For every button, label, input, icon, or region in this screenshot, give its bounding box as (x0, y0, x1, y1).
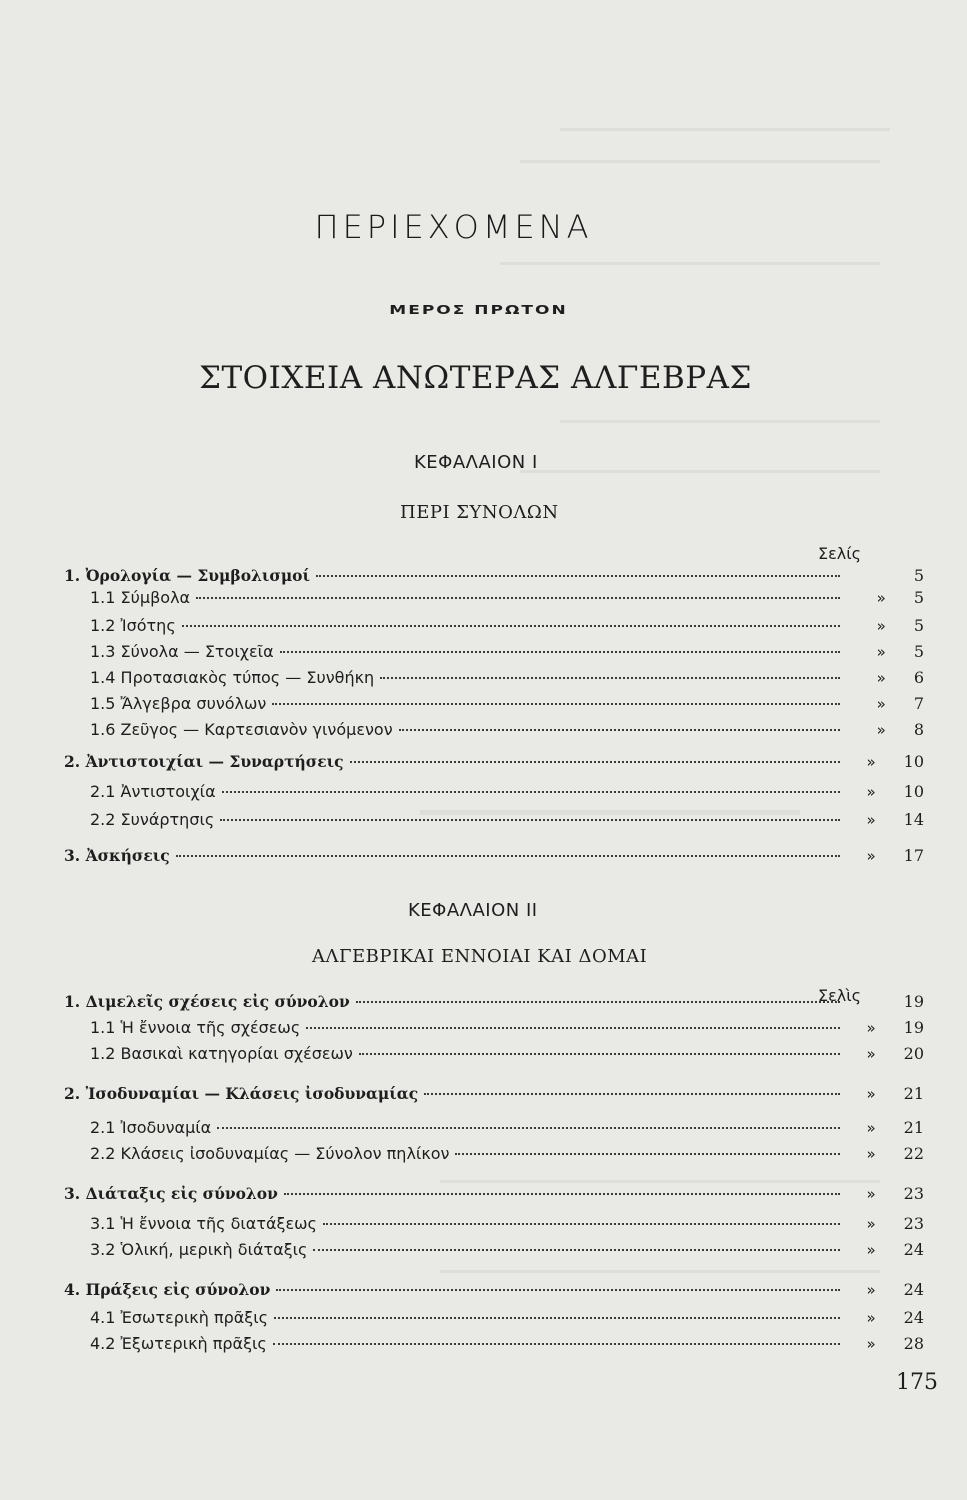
toc-page-number: 20 (903, 1044, 924, 1063)
toc-entry-text: 1.2 Ἰσότης (90, 616, 176, 635)
toc-page-number: 28 (903, 1334, 924, 1353)
leader-dots (306, 1027, 840, 1029)
toc-entry-text: 3. Ἀσκήσεις (64, 846, 170, 865)
toc-entry (64, 720, 924, 744)
toc-entry-text: 3.1 Ἡ ἔννοια τῆς διατάξεως (90, 1214, 317, 1233)
ditto-mark: » (866, 811, 876, 829)
part-label: ΜΕΡΟΣ ΠΡΩΤΟΝ (389, 302, 568, 318)
leader-dots (182, 625, 840, 627)
leader-dots (313, 1249, 840, 1251)
toc-entry (64, 566, 924, 590)
toc-entry-text: 1.1 Ἡ ἔννοια τῆς σχέσεως (90, 1018, 301, 1037)
toc-page-number: 5 (913, 588, 924, 607)
toc-entry (64, 1214, 924, 1238)
toc-page-number: 7 (913, 694, 924, 713)
toc-page-number: 5 (913, 642, 924, 661)
toc-page-number: 21 (903, 1118, 924, 1137)
toc-page-number: 24 (903, 1240, 924, 1259)
bleed-through-line (560, 128, 890, 131)
toc-entry (64, 810, 924, 834)
page-number: 175 (896, 1370, 938, 1395)
leader-dots (424, 1093, 840, 1095)
bleed-through-line (500, 262, 880, 265)
toc-entry-text: 4.2 Ἐξωτερικὴ πρᾶξις (90, 1334, 267, 1353)
ditto-mark: » (876, 695, 886, 713)
toc-page-number: 10 (903, 782, 924, 801)
leader-dots (196, 597, 840, 599)
toc-entry-text: 2.1 Ἀντιστοιχία (90, 782, 216, 801)
toc-entry (64, 616, 924, 640)
leader-dots (272, 703, 840, 705)
toc-entry (64, 588, 924, 612)
leader-dots (176, 855, 840, 857)
toc-entry-text: 2.1 Ἰσοδυναμία (90, 1118, 212, 1137)
toc-entry (64, 1334, 924, 1358)
leader-dots (380, 677, 840, 679)
toc-entry-text: 1.4 Προτασιακὸς τύπος — Συνθήκη (90, 668, 375, 687)
toc-page-number: 10 (903, 752, 924, 771)
leader-dots (220, 819, 840, 821)
toc-entry (64, 992, 924, 1016)
chapter-1-title: ΠΕΡΙ ΣΥΝΟΛΩΝ (400, 502, 559, 523)
toc-page-number: 24 (903, 1280, 924, 1299)
bleed-through-line (440, 1180, 880, 1183)
leader-dots (350, 761, 840, 763)
toc-page-number: 21 (903, 1084, 924, 1103)
toc-entry (64, 1018, 924, 1042)
ditto-mark: » (866, 753, 876, 771)
leader-dots (274, 1317, 840, 1319)
toc-page-number: 19 (903, 992, 924, 1011)
toc-entry-text: 1.3 Σύνολα — Στοιχεῖα (90, 642, 274, 661)
leader-dots (217, 1127, 840, 1129)
ditto-mark: » (876, 669, 886, 687)
toc-entry-text: 3. Διάταξις εἰς σύνολον (64, 1184, 278, 1203)
leader-dots (273, 1343, 840, 1345)
bleed-through-line (520, 470, 880, 473)
ditto-mark: » (866, 1215, 876, 1233)
toc-entry-text: 1.1 Σύμβολα (90, 588, 191, 607)
toc-entry (64, 1044, 924, 1068)
chapter-2-label: ΚΕΦΑΛΑΙΟΝ ΙΙ (408, 900, 538, 921)
part-title: ΣΤΟΙΧΕΙΑ ΑΝΩΤΕΡΑΣ ΑΛΓΕΒΡΑΣ (199, 360, 752, 396)
toc-entry (64, 1118, 924, 1142)
toc-entry-text: 1. Διμελεῖς σχέσεις εἰς σύνολον (64, 992, 350, 1011)
ditto-mark: » (876, 617, 886, 635)
ditto-mark: » (866, 1045, 876, 1063)
ditto-mark: » (866, 847, 876, 865)
toc-entry-text: 1.2 Βασικαὶ κατηγορίαι σχέσεων (90, 1044, 353, 1063)
toc-entry-text: 2. Ἀντιστοιχίαι — Συναρτήσεις (64, 752, 344, 771)
leader-dots (359, 1053, 840, 1055)
toc-entry (64, 846, 924, 870)
toc-entry (64, 1240, 924, 1264)
leader-dots (276, 1289, 840, 1291)
toc-entry-text: 4.1 Ἐσωτερικὴ πρᾶξις (90, 1308, 269, 1327)
toc-entry-text: 2.2 Κλάσεις ἰσοδυναμίας — Σύνολον πηλίκον (90, 1144, 450, 1163)
chapter-1-label: ΚΕΦΑΛΑΙΟΝ Ι (414, 452, 538, 473)
page-title: ΠΕΡΙΕΧΟΜΕΝΑ (314, 208, 593, 246)
toc-entry-text: 2. Ἰσοδυναμίαι — Κλάσεις ἰσοδυναμίας (64, 1084, 419, 1103)
ditto-mark: » (866, 1119, 876, 1137)
ditto-mark: » (866, 1309, 876, 1327)
toc-entry (64, 642, 924, 666)
toc-entry (64, 752, 924, 776)
ditto-mark: » (866, 1185, 876, 1203)
toc-page-number: 22 (903, 1144, 924, 1163)
toc-entry (64, 1308, 924, 1332)
chapter-2-pages-header: Σελὶς (818, 986, 862, 1005)
ditto-mark: » (866, 1019, 876, 1037)
toc-entry (64, 694, 924, 718)
ditto-mark: » (876, 589, 886, 607)
toc-page-number: 8 (913, 720, 924, 739)
toc-entry (64, 668, 924, 692)
toc-page-number: 17 (903, 846, 924, 865)
toc-page-number: 23 (903, 1214, 924, 1233)
leader-dots (356, 1001, 840, 1003)
ditto-mark: » (866, 1281, 876, 1299)
leader-dots (284, 1193, 840, 1195)
toc-entry-text: 3.2 Ὁλική, μερικὴ διάταξις (90, 1240, 308, 1259)
leader-dots (316, 575, 840, 577)
ditto-mark: » (866, 1335, 876, 1353)
toc-page-number: 5 (913, 566, 924, 585)
bleed-through-line (560, 420, 880, 423)
toc-page-number: 6 (913, 668, 924, 687)
bleed-through-line (440, 1270, 880, 1273)
toc-entry-text: 1. Ὀρολογία — Συμβολισμοί (64, 566, 311, 585)
toc-entry (64, 1280, 924, 1304)
chapter-1-pages-header: Σελίς (818, 544, 862, 563)
leader-dots (399, 729, 840, 731)
leader-dots (222, 791, 840, 793)
chapter-2-title: ΑΛΓΕΒΡΙΚΑΙ ΕΝΝΟΙΑΙ ΚΑΙ ΔΟΜΑΙ (312, 946, 648, 967)
ditto-mark: » (876, 721, 886, 739)
toc-entry-text: 4. Πράξεις εἰς σύνολον (64, 1280, 271, 1299)
toc-entry-text: 1.6 Ζεῦγος — Καρτεσιανὸν γινόμενον (90, 720, 393, 739)
toc-entry (64, 782, 924, 806)
bleed-through-line (520, 160, 880, 163)
toc-entry-text: 2.2 Συνάρτησις (90, 810, 215, 829)
toc-entry (64, 1084, 924, 1108)
toc-page-number: 19 (903, 1018, 924, 1037)
ditto-mark: » (876, 643, 886, 661)
leader-dots (280, 651, 840, 653)
toc-entry (64, 1144, 924, 1168)
toc-page-number: 23 (903, 1184, 924, 1203)
ditto-mark: » (866, 1145, 876, 1163)
toc-page-number: 14 (903, 810, 924, 829)
leader-dots (455, 1153, 840, 1155)
ditto-mark: » (866, 1085, 876, 1103)
leader-dots (323, 1223, 840, 1225)
toc-entry (64, 1184, 924, 1208)
ditto-mark: » (866, 783, 876, 801)
toc-page-number: 5 (913, 616, 924, 635)
ditto-mark: » (866, 1241, 876, 1259)
toc-entry-text: 1.5 Ἄλγεβρα συνόλων (90, 694, 267, 713)
toc-page-number: 24 (903, 1308, 924, 1327)
